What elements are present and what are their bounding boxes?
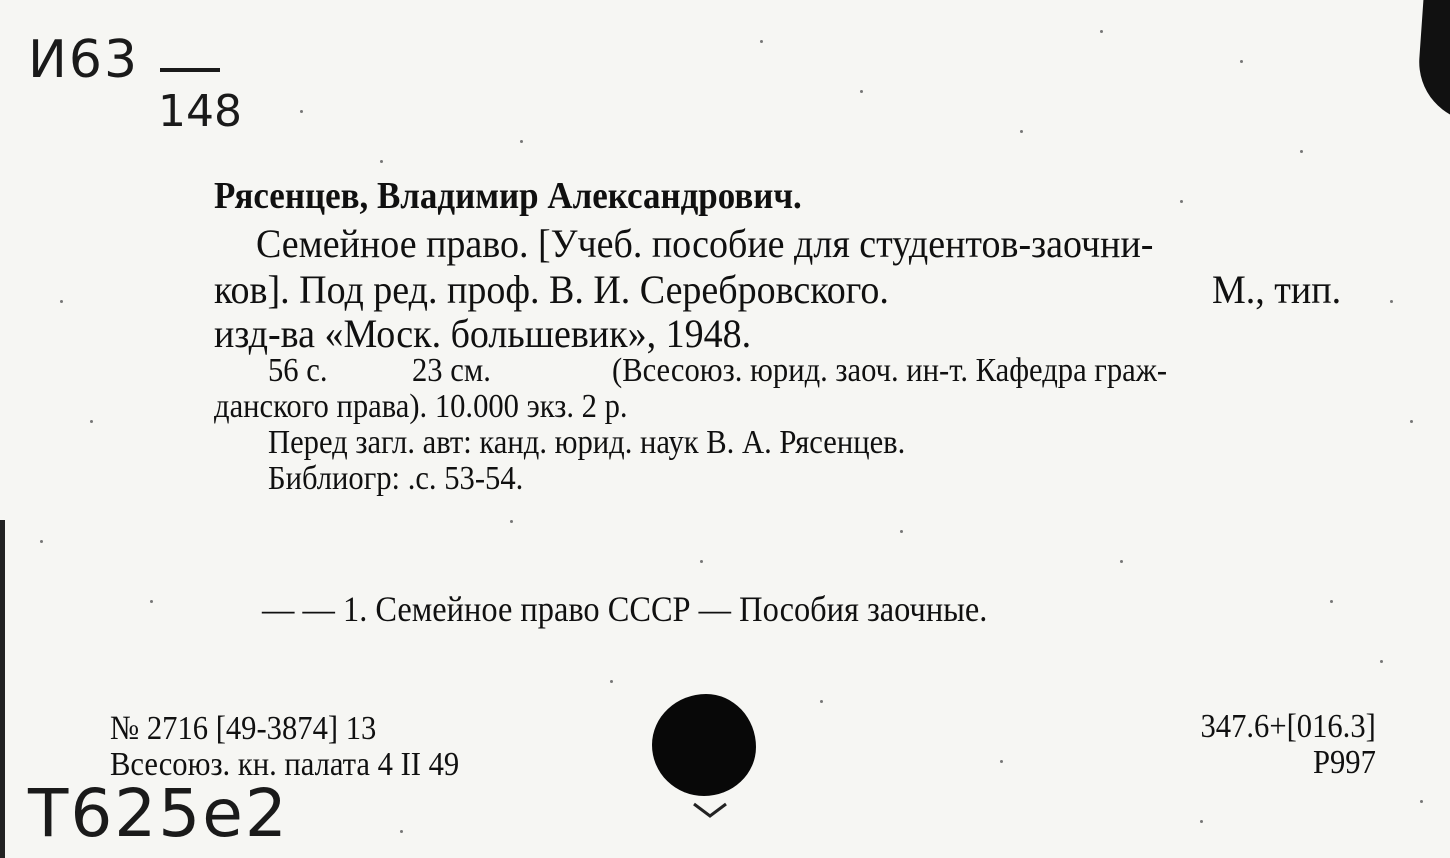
title-place: М., тип. — [1212, 267, 1342, 312]
shelf-mark-code: И63 — [28, 30, 140, 90]
collation-line-2: данского права). 10.000 экз. 2 р. — [214, 388, 628, 425]
card-corner-shadow — [1415, 0, 1450, 122]
author-mark: Р997 — [1313, 744, 1376, 781]
classification-index: 347.6+[016.3] — [1200, 708, 1376, 745]
notch-icon — [690, 800, 730, 820]
title-line-3: изд-ва «Моск. большевик», 1948. — [214, 311, 752, 356]
collation-series: (Всесоюз. юрид. заоч. ин-т. Кафедра граж- — [612, 352, 1168, 389]
collation-pages: 56 с. — [268, 352, 328, 389]
collation-size: 23 см. — [412, 352, 491, 389]
record-number: № 2716 [49-3874] 13 — [110, 710, 377, 747]
inventory-mark: Т625е2 — [28, 775, 289, 852]
title-line-2: ков]. Под ред. проф. В. И. Серебровского. — [214, 267, 889, 312]
shelf-mark-number: 148 — [158, 86, 242, 137]
bibliography-note: Библиогр: .с. 53-54. — [268, 460, 524, 497]
subject-heading: — — 1. Семейное право СССР — Пособия заочные. — [262, 589, 988, 629]
punch-hole — [652, 694, 756, 796]
title-line-1: Семейное право. [Учеб. пособие для студентов-заочни- — [256, 221, 1154, 266]
author-note: Перед загл. авт: канд. юрид. наук В. А. Рясенцев. — [268, 424, 906, 461]
shelf-mark-divider — [160, 68, 220, 72]
book-chamber-stamp: Всесоюз. кн. палата 4 II 49 — [110, 746, 460, 783]
author-heading: Рясенцев, Владимир Александрович. — [214, 175, 802, 217]
card-edge — [0, 520, 5, 858]
